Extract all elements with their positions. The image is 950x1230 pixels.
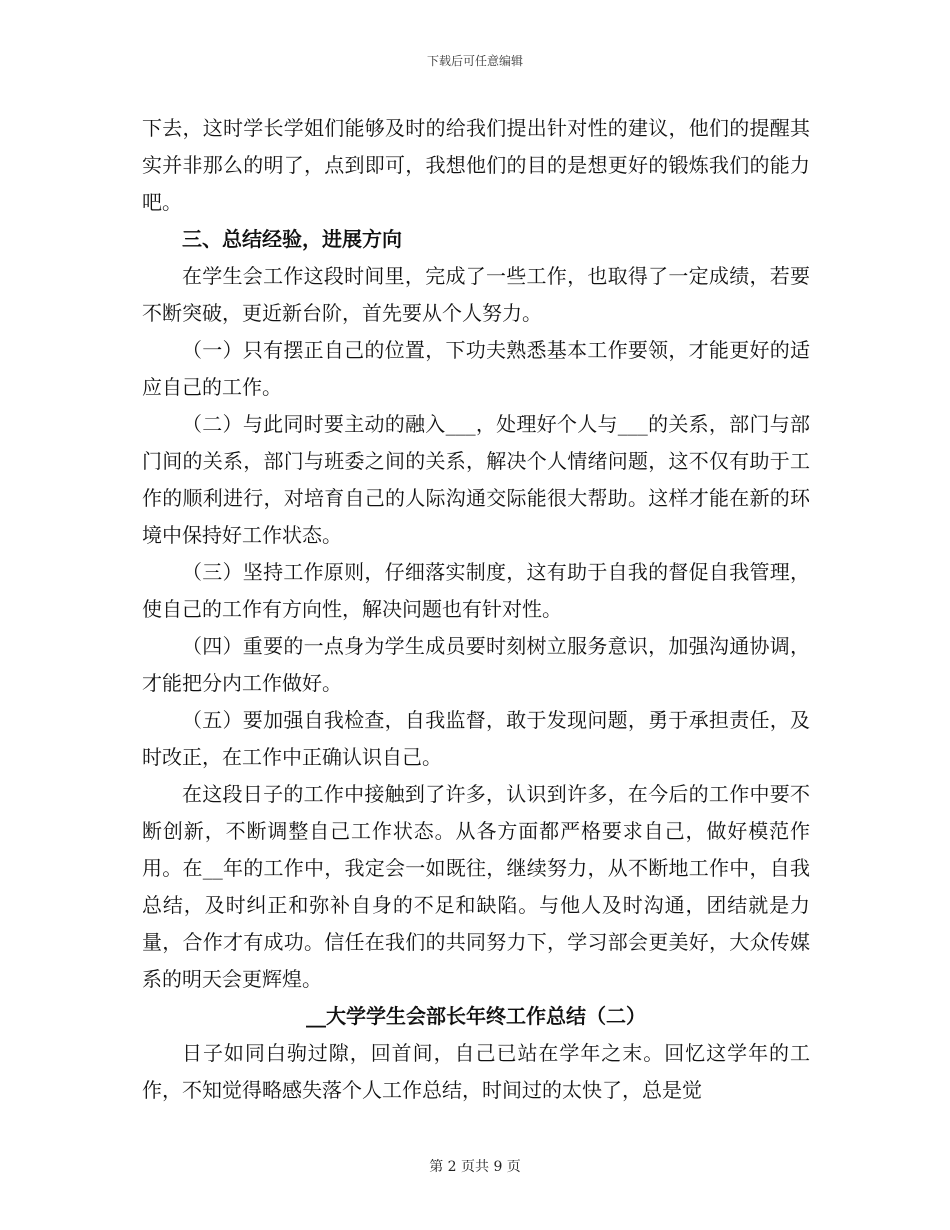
list-item: （五）要加强自我检查，自我监督，敢于发现问题，勇于承担责任，及时改正，在工作中正确认识自己。	[142, 708, 810, 769]
page-header: 下载后可任意编辑	[426, 54, 523, 68]
list-item: （一）只有摆正自己的位置，下功夫熟悉基本工作要领，才能更好的适应自己的工作。	[142, 338, 810, 399]
list-item: （四）重要的一点身为学生成员要时刻树立服务意识，加强沟通协调，才能把分内工作做好。	[142, 634, 810, 695]
section-heading: 三、总结经验，进展方向	[182, 227, 402, 251]
paragraph-continued: 下去，这时学长学姐们能够及时的给我们提出针对性的建议，他们的提醒其实并非那么的明了，点到即可，我想他们的目的是想更好的锻炼我们的能力吧。	[142, 116, 810, 214]
list-item: （三）坚持工作原则，仔细落实制度，这有助于自我的督促自我管理，使自己的工作有方向性，解决问题也有针对性。	[142, 560, 810, 621]
document-subtitle: __大学学生会部长年终工作总结（二）	[306, 1004, 646, 1028]
document-body	[142, 110, 810, 1109]
paragraph: 在学生会工作这段时间里，完成了一些工作，也取得了一定成绩，若要不断突破，更近新台阶，首先要从个人努力。	[142, 264, 810, 325]
page-number: 第 2 页共 9 页	[429, 1159, 521, 1175]
paragraph: 在这段日子的工作中接触到了许多，认识到许多，在今后的工作中要不断创新，不断调整自己工作状态。从各方面都严格要求自己，做好模范作用。在__年的工作中，我定会一如既往，继续努力，从不断地工作中，自我总结，及时纠正和弥补自身的不足和缺陷。与他人及时沟通，团结就是力量，合作才有成功。信任在我们的共同努力下，学习部会更美好，大众传媒系的明天会更辉煌。	[142, 782, 810, 991]
list-item: （二）与此同时要主动的融入___，处理好个人与___的关系，部门与部门间的关系，部门与班委之间的关系，解决个人情绪问题，这不仅有助于工作的顺利进行，对培育自己的人际沟通交际能很大帮助。这样才能在新的环境中保持好工作状态。	[142, 412, 810, 547]
paragraph: 日子如同白驹过隙，回首间，自己已站在学年之末。回忆这学年的工作，不知觉得略感失落个人工作总结，时间过的太快了，总是觉	[142, 1041, 810, 1102]
